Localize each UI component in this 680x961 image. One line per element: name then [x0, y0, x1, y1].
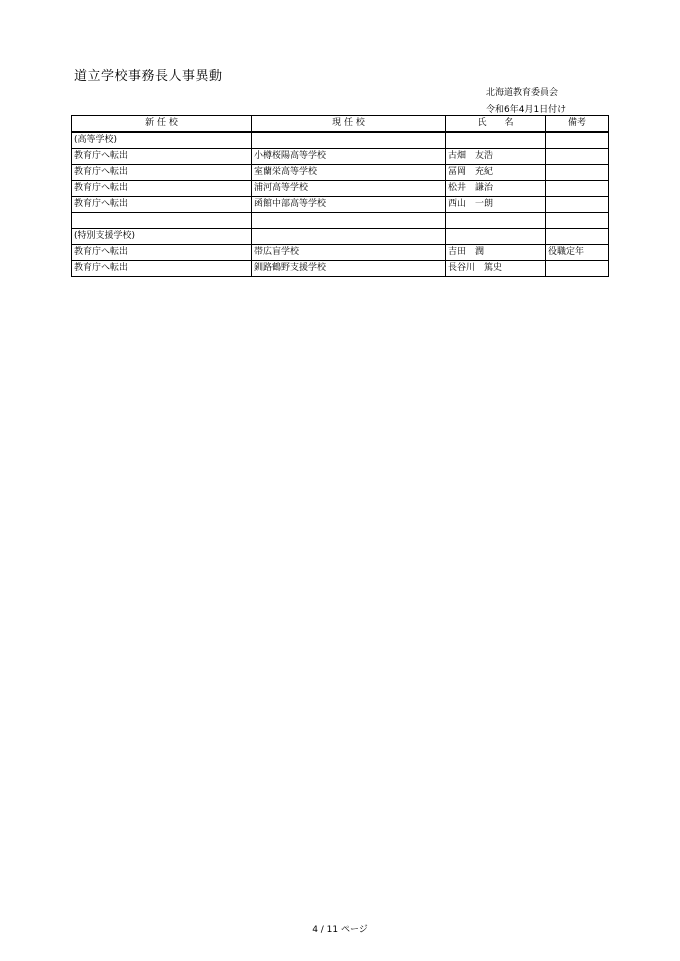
cell-current-post: 室蘭栄高等学校 — [252, 165, 446, 181]
cell-new-post: 教育庁へ転出 — [72, 261, 252, 277]
table-row — [72, 181, 609, 197]
cell-name — [446, 132, 546, 149]
table-row — [72, 132, 609, 149]
cell-remarks: 役職定年 — [546, 245, 609, 261]
cell-new-post: (特別支援学校) — [72, 229, 252, 245]
cell-name: 長谷川 篤史 — [446, 261, 546, 277]
cell-new-post: 教育庁へ転出 — [72, 245, 252, 261]
header-current-post: 現 任 校 — [252, 116, 446, 133]
cell-remarks — [546, 229, 609, 245]
cell-new-post: 教育庁へ転出 — [72, 181, 252, 197]
table-row — [72, 229, 609, 245]
table-row — [72, 213, 609, 229]
header-new-post: 新 任 校 — [72, 116, 252, 133]
table-row — [72, 165, 609, 181]
cell-new-post: (高等学校) — [72, 132, 252, 149]
cell-current-post — [252, 132, 446, 149]
table-header-row — [72, 116, 609, 133]
table-row — [72, 197, 609, 213]
cell-name — [446, 229, 546, 245]
cell-remarks — [546, 132, 609, 149]
cell-current-post — [252, 229, 446, 245]
table-row — [72, 149, 609, 165]
personnel-table — [71, 115, 609, 277]
cell-name: 冨岡 充紀 — [446, 165, 546, 181]
cell-name — [446, 213, 546, 229]
cell-remarks — [546, 197, 609, 213]
header-remarks: 備考 — [546, 116, 609, 133]
cell-name: 古畑 友浩 — [446, 149, 546, 165]
effective-date: 令和6年4月1日付け — [486, 105, 567, 115]
cell-name: 西山 一朗 — [446, 197, 546, 213]
page-number: 4 / 11 ページ — [312, 925, 368, 935]
cell-remarks — [546, 261, 609, 277]
cell-current-post: 帯広盲学校 — [252, 245, 446, 261]
cell-name: 松井 謙治 — [446, 181, 546, 197]
cell-remarks — [546, 213, 609, 229]
table-row — [72, 245, 609, 261]
cell-current-post: 釧路鶴野支援学校 — [252, 261, 446, 277]
cell-current-post — [252, 213, 446, 229]
cell-new-post: 教育庁へ転出 — [72, 197, 252, 213]
table-row — [72, 261, 609, 277]
cell-current-post: 函館中部高等学校 — [252, 197, 446, 213]
cell-remarks — [546, 181, 609, 197]
cell-remarks — [546, 149, 609, 165]
cell-new-post — [72, 213, 252, 229]
cell-new-post: 教育庁へ転出 — [72, 165, 252, 181]
issuer-name: 北海道教育委員会 — [486, 88, 559, 98]
cell-current-post: 小樽桜陽高等学校 — [252, 149, 446, 165]
document-title: 道立学校事務長人事異動 — [74, 69, 223, 84]
cell-current-post: 浦河高等学校 — [252, 181, 446, 197]
cell-remarks — [546, 165, 609, 181]
header-name: 氏 名 — [446, 116, 546, 133]
cell-name: 吉田 潤 — [446, 245, 546, 261]
cell-new-post: 教育庁へ転出 — [72, 149, 252, 165]
